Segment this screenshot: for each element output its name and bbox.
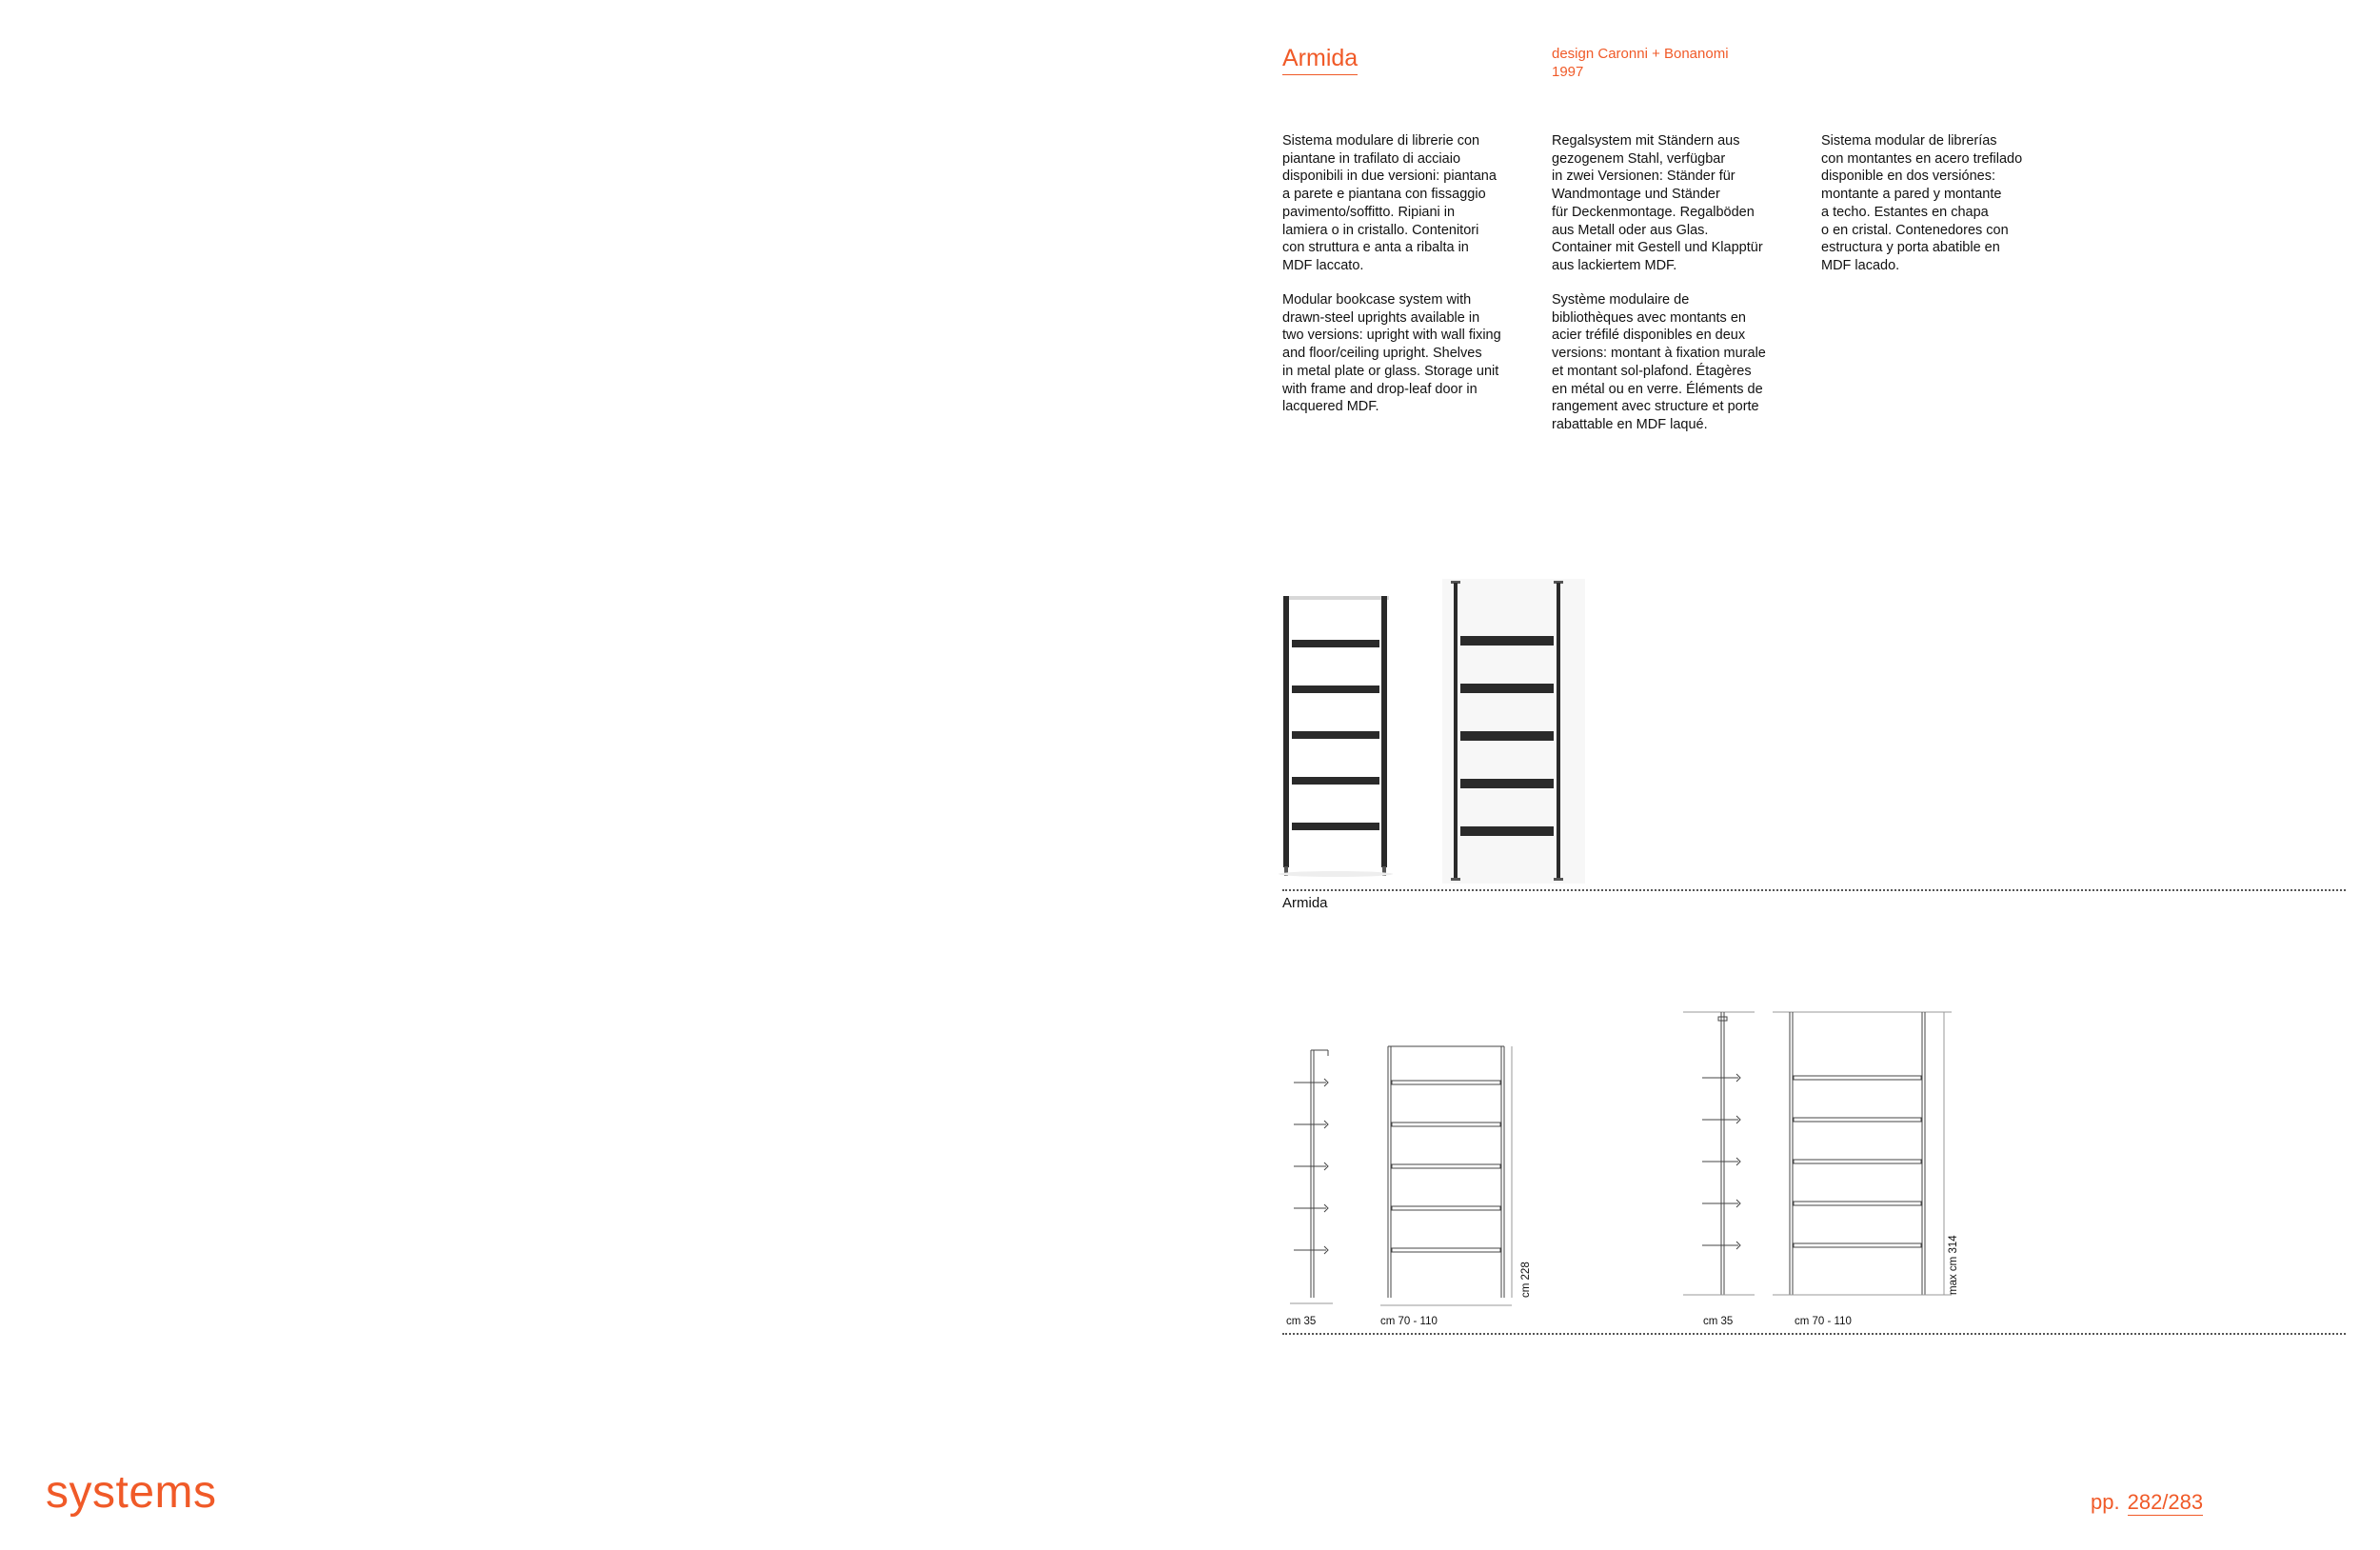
ceiling-version-side-drawing xyxy=(1683,1009,1759,1300)
ceiling-version-front-drawing xyxy=(1773,1009,1954,1300)
divider-top xyxy=(1282,889,2346,891)
page-numbers xyxy=(2091,1490,2203,1515)
ceiling-depth-label: cm 35 xyxy=(1703,1316,1734,1327)
divider-bottom xyxy=(1282,1333,2346,1335)
description-italian: Sistema modulare di librerie con piantane in trafilato di acciaio disponibili in due versioni: piantana a parete e piantana con fissaggio pavimento/soffitto. Ripiani in lamiera o in cristallo. Contenitori con struttura e anta a ribalta in MDF laccato. xyxy=(1282,133,1497,273)
wall-version-side-drawing xyxy=(1290,1043,1347,1309)
pages-prefix: pp. xyxy=(2091,1490,2120,1514)
description-french: Système modulaire de bibliothèques avec montants en acier tréfilé disponibles en deux versions: montant à fixation murale et montant sol-plafond. Étagères en métal ou en verre. Éléments de rangement avec structure et porte rabattable en MDF laqué. xyxy=(1552,292,1766,432)
design-year: 1997 xyxy=(1552,64,1584,80)
ceiling-height-label: max cm 314 xyxy=(1948,1235,1959,1295)
product-title: Armida xyxy=(1282,44,1358,75)
description-german: Regalsystem mit Ständern aus gezogenem Stahl, verfügbar in zwei Versionen: Ständer für Wandmontage und Ständer für Deckenmontage. Regalböden aus Metall oder aus Glas. Container mit Gestell und Klapptür aus lackiertem MDF. xyxy=(1552,133,1763,273)
wall-width-label: cm 70 - 110 xyxy=(1380,1316,1438,1327)
wall-height-label: cm 228 xyxy=(1520,1262,1532,1298)
photo-caption: Armida xyxy=(1282,895,1328,911)
wall-version-front-drawing xyxy=(1380,1043,1514,1309)
description-english: Modular bookcase system with drawn-steel uprights available in two versions: upright with wall fixing and floor/ceiling upright. Shelves in metal plate or glass. Storage unit with frame and drop-leaf door in lacquered MDF. xyxy=(1282,292,1501,415)
ceiling-width-label: cm 70 - 110 xyxy=(1795,1316,1852,1327)
section-title: systems xyxy=(46,1467,217,1518)
description-spanish: Sistema modular de librerías con montantes en acero trefilado disponible en dos versiónes: montante a pared y montante a techo. Estantes en chapa o en cristal. Contenedores con estructura y porta abatible en MDF lacado. xyxy=(1821,133,2023,273)
bookcase-wall-photo xyxy=(1280,590,1395,876)
pages-link[interactable]: 282/283 xyxy=(2127,1490,2204,1514)
designer-credit xyxy=(1552,45,1729,81)
designer-name: design Caronni + Bonanomi xyxy=(1552,46,1729,62)
wall-depth-label: cm 35 xyxy=(1286,1316,1317,1327)
bookcase-ceiling-photo xyxy=(1438,579,1590,884)
